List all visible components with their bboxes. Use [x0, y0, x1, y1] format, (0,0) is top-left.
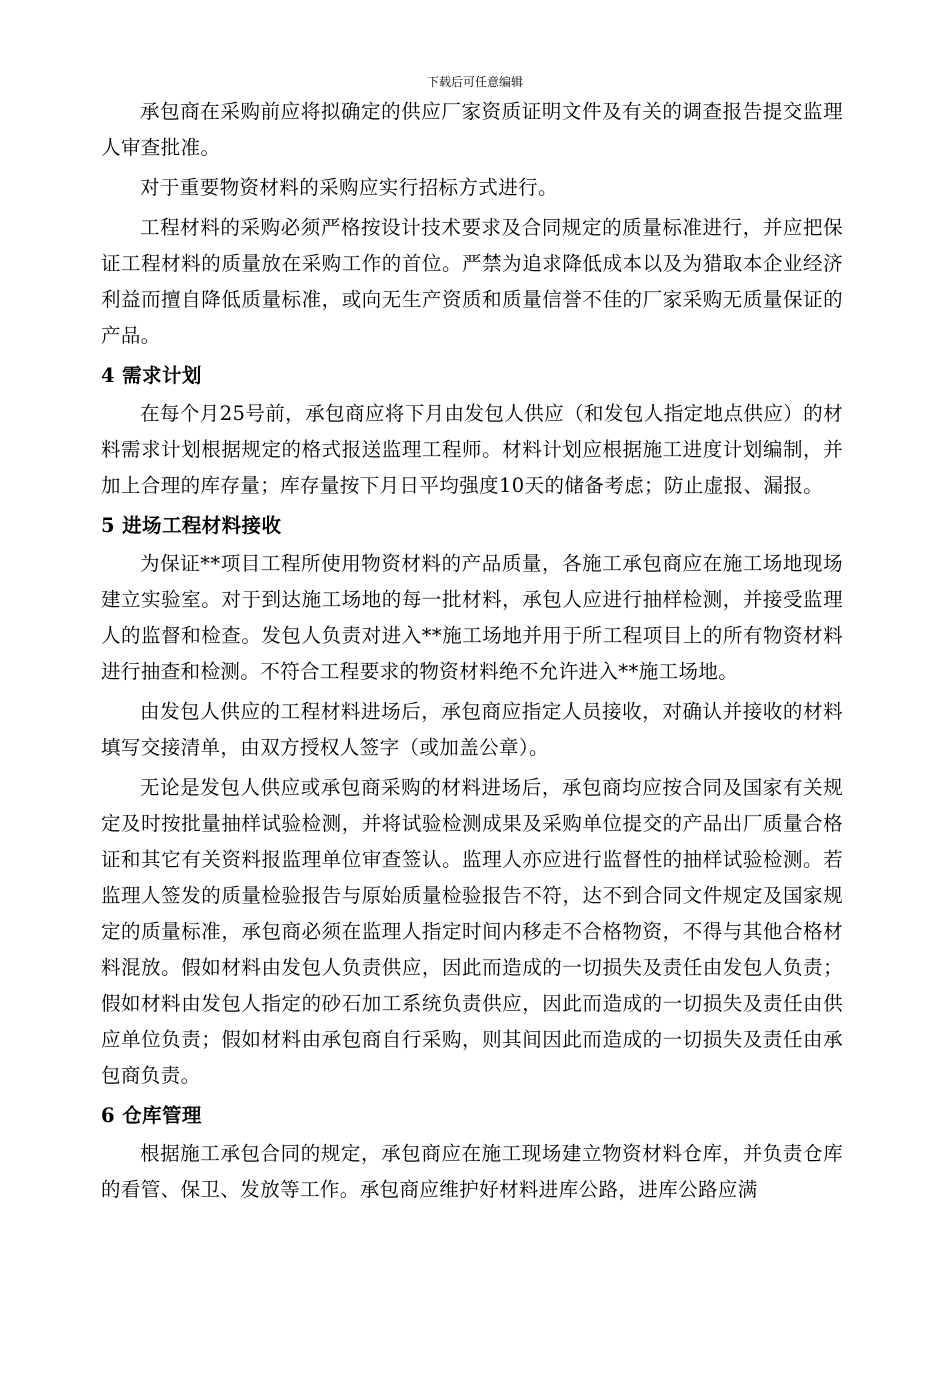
section-heading-warehouse: 6 仓库管理: [101, 1104, 202, 1127]
header-note: 下载后可任意编辑: [426, 75, 523, 89]
paragraph-quality-standard: 工程材料的采购必须严格按设计技术要求及合同规定的质量标准进行，并应把保证工程材料的质量放在采购工作的首位。严禁为追求降低成本以及为猎取本企业经济利益而擅自降低质量标准，或向无生产资质和质量信誉不佳的厂家采购无质量保证的产品。: [101, 216, 843, 347]
paragraph-tendering: 对于重要物资材料的采购应实行招标方式进行。: [140, 176, 558, 199]
document-body: [101, 94, 843, 1212]
paragraph-demand-plan: 在每个月25号前，承包商应将下月由发包人供应（和发包人指定地点供应）的材料需求计划根据规定的格式报送监理工程师。材料计划应根据施工进度计划编制，并加上合理的库存量；库存量按下月日平均强度10天的储备考虑；防止虚报、漏报。: [101, 402, 843, 497]
section-heading-material-receipt: 5 进场工程材料接收: [101, 514, 282, 537]
paragraph-handover: 由发包人供应的工程材料进场后，承包商应指定人员接收，对确认并接收的材料填写交接清单，由双方授权人签字（或加盖公章）。: [101, 700, 843, 759]
paragraph-inspection-liability: 无论是发包人供应或承包商采购的材料进场后，承包商均应按合同及国家有关规定及时按批量抽样试验检测，并将试验检测成果及采购单位提交的产品出厂质量合格证和其它有关资料报监理单位审查签认。监理人亦应进行监督性的抽样试验检测。若监理人签发的质量检验报告与原始质量检验报告不符，达不到合同文件规定及国家规定的质量标准，承包商必须在监理人指定时间内移走不合格物资，不得与其他合格材料混放。假如材料由发包人负责供应，因此而造成的一切损失及责任由发包人负责；假如材料由发包人指定的砂石加工系统负责供应，因此而造成的一切损失及责任由供应单位负责；假如材料由承包商自行采购，则其间因此而造成的一切损失及责任由承包商负责。: [101, 776, 843, 1087]
paragraph-laboratory: 为保证**项目工程所使用物资材料的产品质量，各施工承包商应在施工场地现场建立实验室。对于到达施工场地的每一批材料，承包人应进行抽样检测，并接受监理人的监督和检查。发包人负责对进入**施工场地并用于所工程项目上的所有物资材料进行抽查和检测。不符合工程要求的物资材料绝不允许进入**施工场地。: [101, 552, 843, 683]
section-heading-demand-plan: 4 需求计划: [101, 364, 202, 387]
paragraph-warehouse: 根据施工承包合同的规定，承包商应在施工现场建立物资材料仓库，并负责仓库的看管、保卫、发放等工作。承包商应维护好材料进库公路，进库公路应满: [101, 1142, 843, 1201]
paragraph-supplier-qualification: 承包商在采购前应将拟确定的供应厂家资质证明文件及有关的调查报告提交监理人审查批准。: [101, 100, 843, 159]
